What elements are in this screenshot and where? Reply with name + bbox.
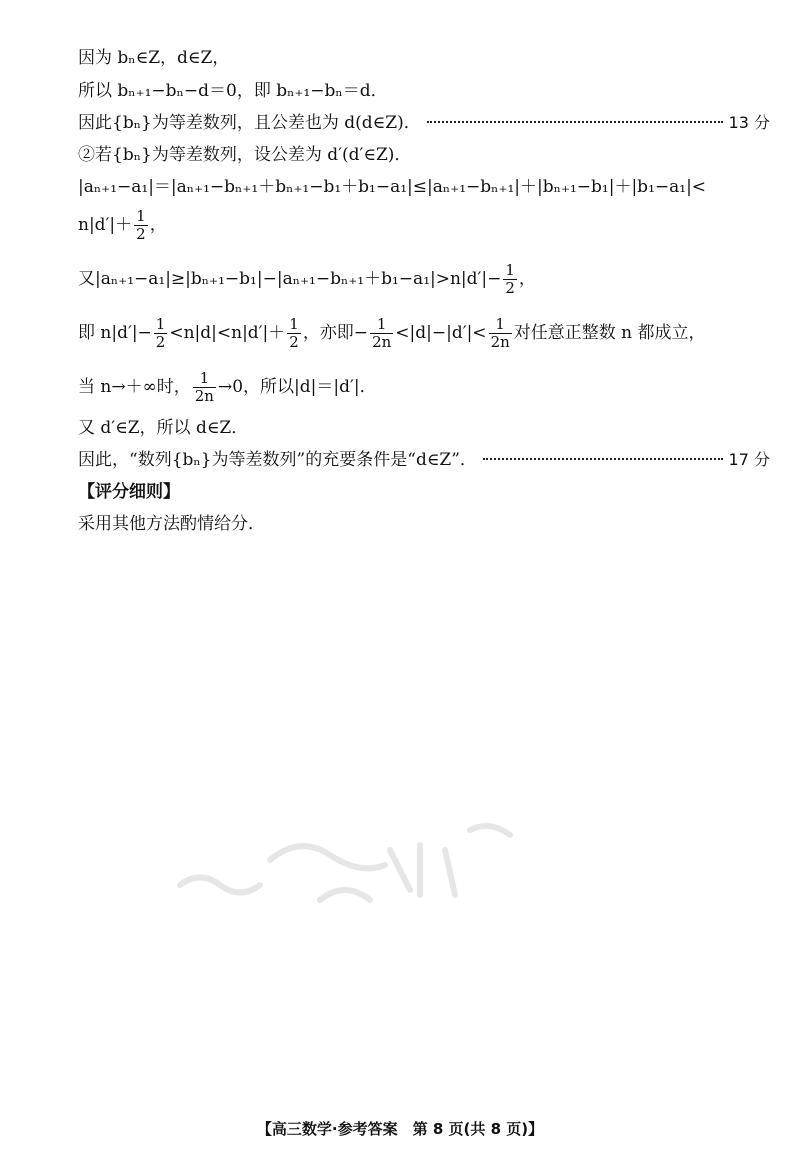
- fraction-numerator: 1: [489, 316, 512, 334]
- line-arithmetic-conclusion: [78, 111, 770, 135]
- line-lower-bound: [78, 262, 770, 297]
- combined-part-c: ，亦即−: [302, 323, 369, 343]
- fraction-denominator: 2n: [372, 333, 392, 351]
- combined-part-d: <|d|−|d′|<: [395, 323, 487, 343]
- fraction-one-half: [503, 262, 517, 297]
- fraction-numerator: 1: [193, 370, 216, 388]
- upper-bound-text: n|d′|＋: [78, 215, 133, 235]
- score-17: 17 分: [728, 450, 770, 469]
- limit-part-b: →0，所以|d|＝|d′|．: [217, 377, 377, 397]
- combined-part-b: <n|d|<n|d′|＋: [169, 323, 286, 343]
- dotted-leader: [427, 121, 723, 123]
- fraction-one-half: [287, 316, 301, 351]
- line-integer-condition: 因为 bₙ∈Z，d∈Z，: [78, 48, 230, 68]
- fraction-one-half: [154, 316, 168, 351]
- limit-part-a: 当 n→＋∞时，: [78, 377, 191, 397]
- fraction-numerator: 1: [136, 207, 146, 225]
- grading-rules-heading: 【评分细则】: [78, 482, 180, 502]
- fraction-one-over-2n: [489, 316, 512, 351]
- fraction-numerator: 1: [155, 315, 166, 333]
- fraction-denominator: 2n: [194, 387, 214, 405]
- fraction-denominator: 2: [155, 333, 166, 351]
- fraction-numerator: 1: [505, 261, 515, 279]
- score-13: 13 分: [728, 113, 770, 132]
- line-triangle-inequality: |aₙ₊₁−a₁|＝|aₙ₊₁−bₙ₊₁＋bₙ₊₁−b₁＋b₁−a₁|≤|aₙ₊₁−bₙ₊₁|＋|bₙ₊₁−b₁|＋|b₁−a₁|<: [78, 177, 707, 197]
- line-combined-inequality: [78, 316, 770, 351]
- line-converse-assumption: ②若{bₙ}为等差数列，设公差为 d′(d′∈Z)．: [78, 145, 412, 165]
- fraction-denominator: 2: [136, 225, 146, 243]
- combined-part-a: 即 n|d′|−: [78, 323, 152, 343]
- conclusion-text: 因此{bₙ}为等差数列，且公差也为 d(d∈Z)．: [78, 113, 421, 133]
- fraction-one-over-2n: [193, 370, 216, 405]
- fraction-one-over-2n: [370, 316, 393, 351]
- lower-bound-comma: ，: [518, 269, 536, 289]
- show-through-smudge: [170, 790, 530, 940]
- fraction-one-half: [134, 208, 148, 243]
- line-limit: [78, 370, 770, 405]
- upper-bound-comma: ，: [149, 215, 167, 235]
- fraction-denominator: 2: [505, 279, 515, 297]
- line-d-integer: 又 d′∈Z，所以 d∈Z．: [78, 418, 249, 438]
- line-difference-equation: 所以 bₙ₊₁−bₙ−d＝0，即 bₙ₊₁−bₙ＝d．: [78, 81, 388, 101]
- dotted-leader: [483, 458, 723, 460]
- grading-rules-text: 采用其他方法酌情给分．: [78, 514, 265, 534]
- fraction-numerator: 1: [370, 316, 393, 334]
- fraction-denominator: 2n: [490, 333, 510, 351]
- final-conclusion-text: 因此，“数列{bₙ}为等差数列”的充要条件是“d∈Z”．: [78, 450, 477, 470]
- combined-part-e: 对任意正整数 n 都成立，: [513, 323, 706, 343]
- page-footer: 【高三数学·参考答案 第 8 页(共 8 页)】: [256, 1120, 544, 1138]
- fraction-numerator: 1: [289, 315, 299, 333]
- line-upper-bound: [78, 208, 770, 243]
- fraction-denominator: 2: [289, 333, 299, 351]
- line-final-conclusion: [78, 448, 770, 472]
- lower-bound-text: 又|aₙ₊₁−a₁|≥|bₙ₊₁−b₁|−|aₙ₊₁−bₙ₊₁＋b₁−a₁|>n|d′|−: [78, 269, 502, 289]
